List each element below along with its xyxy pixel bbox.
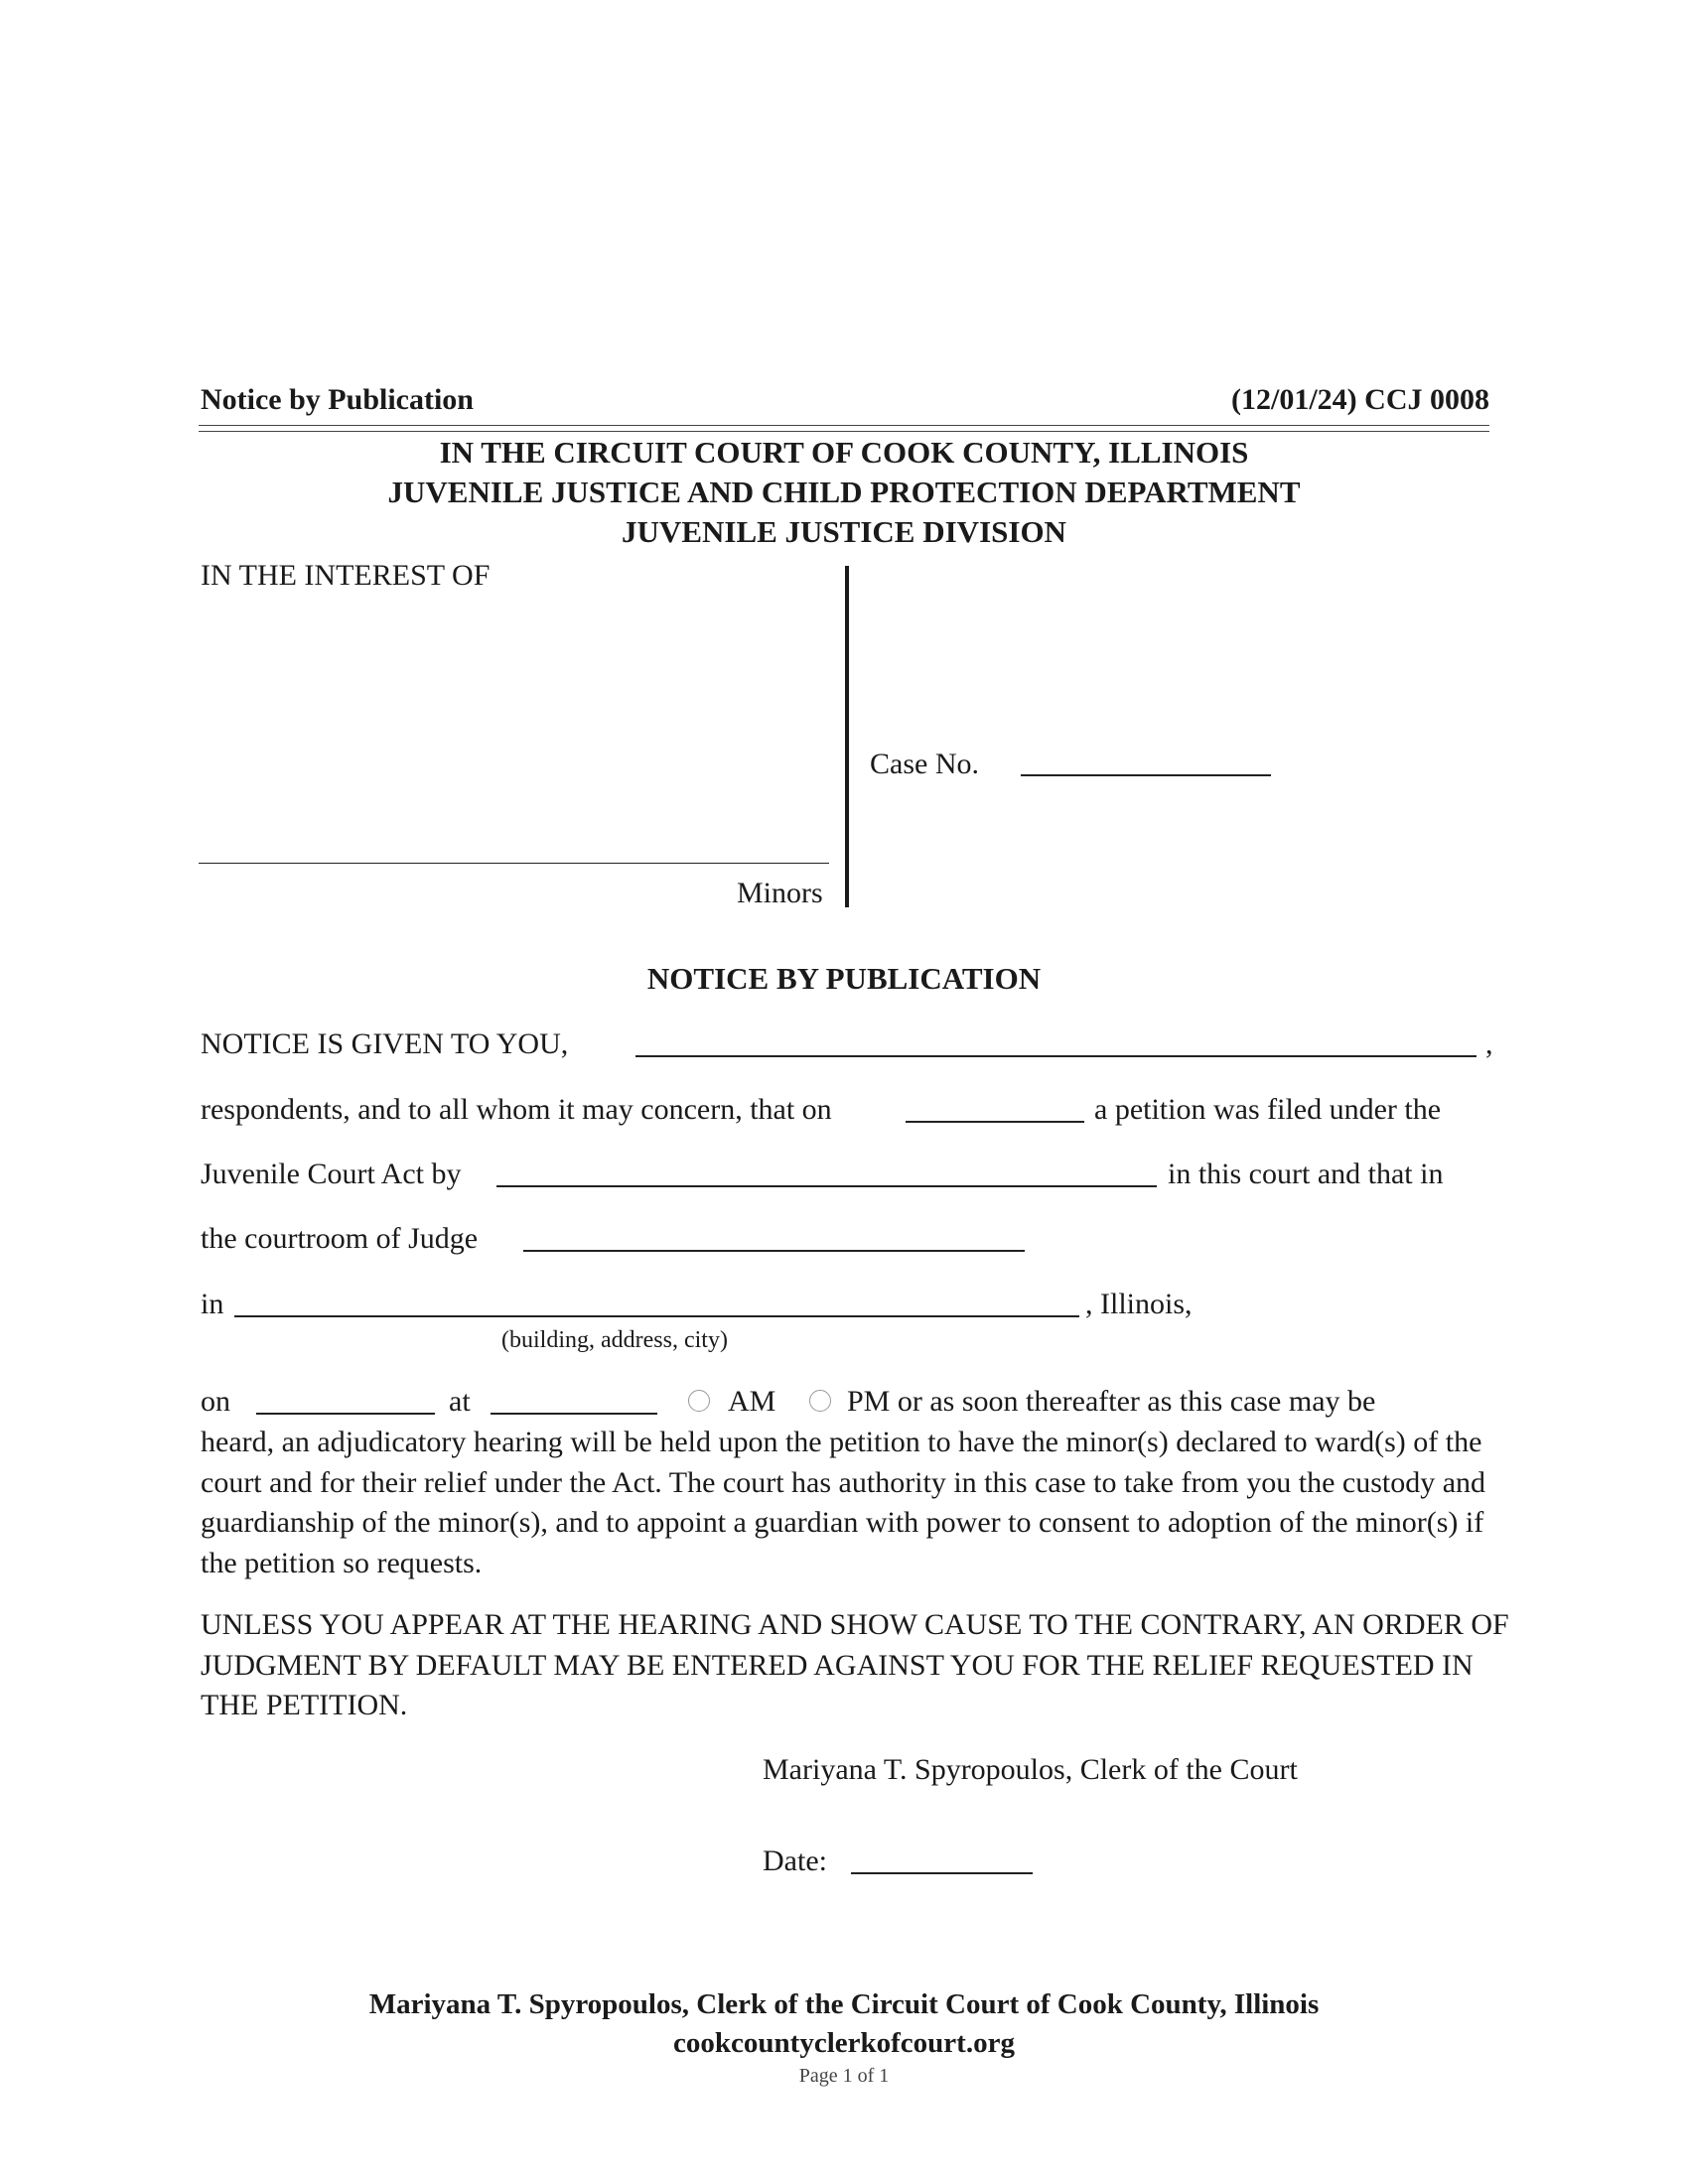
address-hint: (building, address, city) xyxy=(501,1327,728,1353)
court-heading-1: IN THE CIRCUIT COURT OF COOK COUNTY, ILLINOIS xyxy=(439,435,1249,470)
page-number: Page 1 of 1 xyxy=(798,2065,890,2087)
court-heading-2: JUVENILE JUSTICE AND CHILD PROTECTION DEPARTMENT xyxy=(387,475,1301,509)
hearing-date-field[interactable] xyxy=(256,1413,435,1415)
footer-clerk: Mariyana T. Spyropoulos, Clerk of the Circuit Court of Cook County, Illinois xyxy=(368,1988,1320,2020)
judge-name-field[interactable] xyxy=(523,1250,1025,1252)
case-no-field[interactable] xyxy=(1021,774,1271,776)
pm-rest-text: PM or as soon thereafter as this case may be xyxy=(847,1385,1376,1418)
location-field[interactable] xyxy=(234,1315,1079,1317)
petitioner-field[interactable] xyxy=(496,1185,1157,1187)
jca-by-text: Juvenile Court Act by xyxy=(201,1158,462,1190)
form-code: (12/01/24) CCJ 0008 xyxy=(1231,383,1489,416)
header-rule-1 xyxy=(199,425,1489,426)
respondents-text: respondents, and to all whom it may concern, that on xyxy=(201,1093,832,1126)
petition-date-field[interactable] xyxy=(906,1121,1084,1123)
hearing-paragraph: heard, an adjudicatory hearing will be held upon the petition to have the minor(s) declared to ward(s) of the court and for their relief under the Act. The court has authority in this case to take from you the custody and guardianship of the minor(s), and to appoint a guardian with power to consent to adoption of the minor(s) if the petition so requests. xyxy=(201,1426,1486,1579)
comma-text: , xyxy=(1485,1027,1493,1060)
minors-label: Minors xyxy=(737,877,823,909)
form-name: Notice by Publication xyxy=(201,383,474,416)
am-label: AM xyxy=(728,1385,776,1418)
courtroom-judge-text: the courtroom of Judge xyxy=(201,1222,479,1255)
date-label: Date: xyxy=(763,1844,827,1877)
respondent-names-field[interactable] xyxy=(635,1055,1477,1057)
in-this-court-text: in this court and that in xyxy=(1168,1158,1444,1190)
default-warning: UNLESS YOU APPEAR AT THE HEARING AND SHOW CAUSE TO THE CONTRARY, AN ORDER OF JUDGMENT BY DEFAULT MAY BE ENTERED AGAINST YOU FOR THE RELIEF REQUESTED IN THE PETITION. xyxy=(201,1608,1509,1721)
on-text: on xyxy=(201,1385,230,1418)
in-text: in xyxy=(201,1288,224,1320)
notice-given-text: NOTICE IS GIVEN TO YOU, xyxy=(201,1027,569,1060)
footer-website[interactable]: cookcountyclerkofcourt.org xyxy=(673,2027,1015,2059)
caption-divider xyxy=(845,566,849,907)
case-no-label: Case No. xyxy=(870,748,979,780)
signature-date-field[interactable] xyxy=(851,1872,1033,1874)
clerk-signature: Mariyana T. Spyropoulos, Clerk of the Court xyxy=(763,1753,1298,1786)
header-rule-2 xyxy=(199,431,1489,432)
petition-filed-text: a petition was filed under the xyxy=(1094,1093,1442,1126)
illinois-text: , Illinois, xyxy=(1085,1288,1193,1320)
court-heading-3: JUVENILE JUSTICE DIVISION xyxy=(622,514,1066,549)
notice-title: NOTICE BY PUBLICATION xyxy=(646,961,1042,996)
am-radio[interactable] xyxy=(688,1390,710,1412)
hearing-time-field[interactable] xyxy=(491,1413,657,1415)
minor-names-line[interactable] xyxy=(199,863,829,864)
interest-of-label: IN THE INTEREST OF xyxy=(201,559,491,592)
pm-radio[interactable] xyxy=(809,1390,831,1412)
at-text: at xyxy=(449,1385,471,1418)
